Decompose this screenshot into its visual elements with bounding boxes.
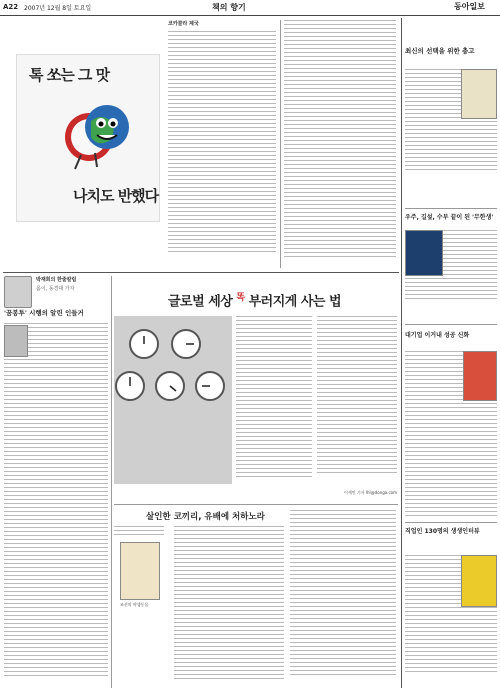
section-rule: [114, 504, 398, 505]
column-divider: [280, 20, 281, 268]
sidebar-item-1: [405, 46, 497, 173]
column-title: 코카콜라 제국: [168, 21, 199, 27]
sidebar-item-1-title: 최신의 선택을 위한 충고: [405, 47, 475, 55]
newspaper-logo: 동아일보: [454, 2, 485, 11]
book-cover-4: [461, 555, 497, 607]
sidebar-divider: [401, 18, 402, 688]
feature-bottom-title: 살인한 코끼리, 유배에 처하노라: [146, 512, 265, 522]
feature-title: [168, 290, 341, 309]
book-promo: [16, 54, 160, 222]
column-divider: [111, 276, 112, 688]
sidebar-rule: [405, 208, 497, 209]
sidebar-item-4: [405, 526, 497, 675]
book-cover-1: [461, 69, 497, 119]
profile-subtitle: 몸이, 동경대 가자: [36, 286, 75, 292]
feature-col-1: [236, 316, 312, 484]
section-title: 책의 향기: [212, 3, 246, 12]
column-top-right: [284, 20, 396, 268]
feature-col-2: [317, 316, 397, 492]
sidebar-item-3-title: 대기업 이거내 성공 신화: [405, 332, 470, 339]
promo-headline-top: 톡 쏘는 그 맛: [29, 66, 110, 84]
page-number: A22: [3, 3, 19, 11]
sidebar-rule: [405, 522, 497, 523]
column-profile: [4, 276, 108, 686]
feature-title-part1: 글로벌 세상: [168, 294, 233, 310]
book-cover-bottom: [120, 542, 160, 600]
profile-tag: 박재희의 한줄칼럼: [36, 277, 77, 283]
profile-thumb: [4, 325, 28, 357]
sidebar-rule: [405, 324, 497, 325]
sidebar-item-3: [405, 330, 497, 519]
profile-headline: '꿈봉투' 시행의 알린 인들거: [4, 309, 84, 317]
columnist-photo: [4, 276, 32, 308]
globe-illustration: [51, 91, 139, 179]
section-rule: [3, 272, 399, 273]
feature-title-accent: 똑: [236, 293, 245, 303]
book-cover-3: [463, 351, 497, 401]
book-title-bottom: 조선의 야생동물: [120, 602, 149, 607]
sidebar-item-4-title: 직업인 130명의 생생인터뷰: [405, 528, 480, 535]
clocks-photo: [114, 316, 232, 484]
sidebar-item-2-title: 우주, 길섶, 수부 끝이 된 '무한생': [405, 214, 494, 221]
column-top-mid: [168, 20, 276, 268]
page-header: [0, 0, 500, 16]
book-cover-2: [405, 230, 443, 276]
issue-date: 2007년 12월 8일 토요일: [24, 5, 92, 12]
feature-byline: 이세민 기자 lhl@donga.com: [344, 490, 397, 495]
feature-bottom-col-2: [290, 510, 396, 682]
feature-global: [114, 276, 398, 500]
sidebar-item-2: [405, 212, 497, 302]
feature-bottom-col-1: [174, 526, 284, 682]
feature-title-part2: 부러지게 사는 법: [248, 294, 342, 310]
promo-headline-bottom: 나치도 반했다: [73, 187, 159, 205]
feature-elephant: [114, 506, 398, 688]
